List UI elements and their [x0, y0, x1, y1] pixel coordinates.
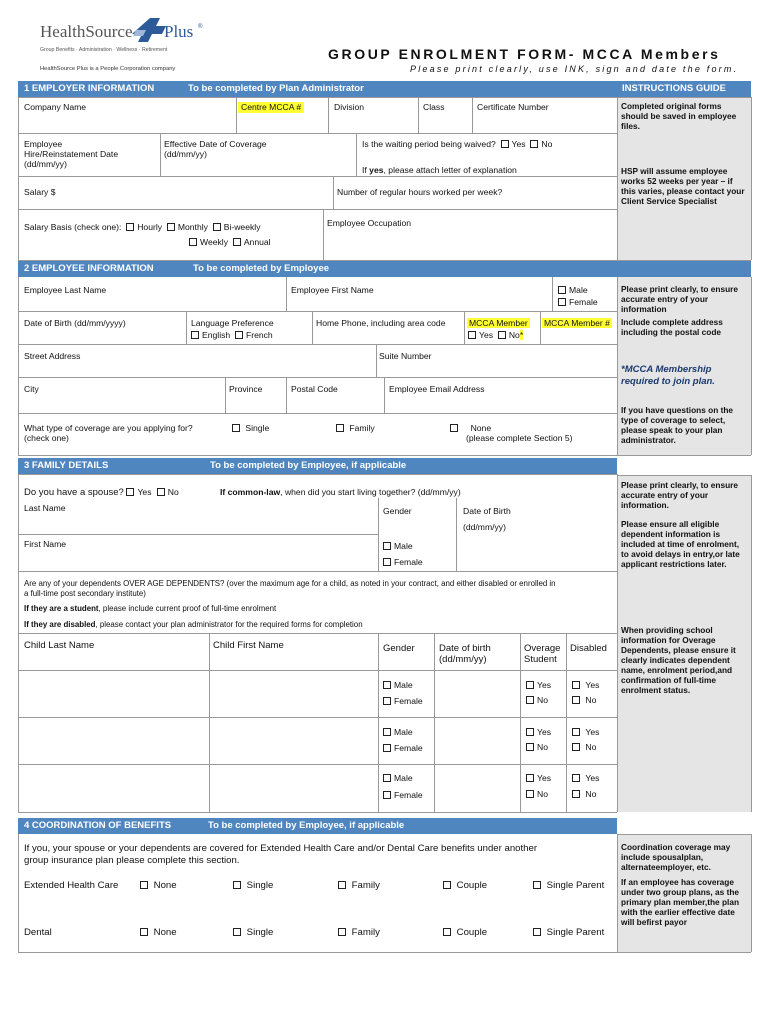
student-note: If they are a student, please include current proof of full-time enrolment — [24, 604, 277, 613]
child-2-female-checkbox[interactable] — [383, 744, 391, 752]
hire-date-label-2: Hire/Reinstatement Date — [24, 149, 119, 159]
coverage-single-checkbox[interactable] — [232, 424, 240, 432]
waiting-period-question: Is the waiting period being waived? Yes No — [362, 139, 553, 149]
section-2-header — [18, 261, 751, 277]
weekly-checkbox[interactable] — [189, 238, 197, 246]
waiting-note: If yes, please attach letter of explanation — [362, 165, 517, 175]
mcca-yes-checkbox[interactable] — [468, 331, 476, 339]
child-3-female: Female — [383, 790, 423, 800]
salary-basis-options-2: Weekly Annual — [189, 237, 271, 247]
dental-family-checkbox[interactable] — [338, 928, 346, 936]
spouse-female: Female — [383, 557, 423, 567]
dental-single: Single — [233, 927, 273, 939]
class-label: Class — [423, 102, 445, 112]
cob-intro-2: group insurance plan please complete this section. — [24, 855, 240, 866]
coverage-family: Family — [336, 423, 375, 433]
section-2-subtitle: To be completed by Employee — [193, 263, 330, 274]
child-2-disabled-no: No — [572, 742, 596, 752]
province-label: Province — [229, 384, 263, 394]
spouse-last-name-label: Last Name — [24, 503, 66, 513]
child-last-name-header: Child Last Name — [24, 640, 95, 651]
coverage-family-checkbox[interactable] — [336, 424, 344, 432]
child-2-disabled-yes-checkbox[interactable] — [572, 728, 580, 736]
english-checkbox[interactable] — [191, 331, 199, 339]
child-2-disabled-no-checkbox[interactable] — [572, 743, 580, 751]
section-1-header — [18, 81, 617, 97]
section-4-subtitle: To be completed by Employee, if applicable — [208, 820, 405, 831]
french-checkbox[interactable] — [235, 331, 243, 339]
male-option: Male — [558, 285, 588, 295]
coverage-none-checkbox[interactable] — [450, 424, 458, 432]
section-3-header — [18, 458, 617, 474]
mcca-no-checkbox[interactable] — [498, 331, 506, 339]
child-student-header: Student — [524, 654, 557, 665]
ehc-none: None — [140, 880, 177, 892]
logo-wordmark-right: Plus — [164, 22, 194, 41]
dental-none: None — [140, 927, 177, 939]
spouse-male-checkbox[interactable] — [383, 542, 391, 550]
logo-wordmark-left: HealthSource — [40, 22, 133, 41]
instruction-3: Please print clearly, to ensure accurate entry of your information — [621, 284, 738, 314]
mcca-star: * — [519, 330, 524, 340]
salary-basis-options: Salary Basis (check one): Hourly Monthly Bi-weekly — [24, 222, 261, 232]
ehc-label: Extended Health Care — [24, 880, 119, 891]
dental-none-checkbox[interactable] — [140, 928, 148, 936]
waiting-yes-checkbox[interactable] — [501, 140, 509, 148]
instruction-6: If you have questions on the type of coverage to select, please speak to your plan administrator. — [621, 405, 734, 445]
spouse-first-name-label: First Name — [24, 539, 67, 549]
logo-tagline: Group Benefits · Administration · Wellness · Retirement — [40, 47, 168, 53]
section-2-title: 2 EMPLOYEE INFORMATION — [24, 263, 154, 274]
employee-last-name-label: Employee Last Name — [24, 285, 107, 295]
dental-single-parent-checkbox[interactable] — [533, 928, 541, 936]
street-label: Street Address — [24, 351, 81, 361]
language-options: English French — [191, 330, 273, 340]
ehc-couple-checkbox[interactable] — [443, 881, 451, 889]
child-1-female: Female — [383, 696, 423, 706]
instruction-10: Coordination coverage may include spousalplan, alternateemployer, etc. — [621, 842, 731, 872]
spouse-question: Do you have a spouse? Yes No — [24, 487, 179, 498]
suite-label: Suite Number — [379, 351, 432, 361]
ehc-single-parent-checkbox[interactable] — [533, 881, 541, 889]
company-name-label: Company Name — [24, 102, 87, 112]
instruction-2: HSP will assume employee works 52 weeks per year – if this varies, please contact your Client Service Specialist — [621, 166, 745, 206]
spouse-male: Male — [383, 541, 413, 551]
child-2-disabled-yes: Yes — [572, 727, 599, 737]
coverage-none: None — [450, 423, 491, 433]
common-law-question: If common-law, when did you start living together? (dd/mm/yy) — [220, 487, 461, 497]
spouse-female-checkbox[interactable] — [383, 558, 391, 566]
overage-question-2: a full-time post secondary institute) — [24, 589, 146, 598]
disabled-note: If they are disabled, please contact your plan administrator for the required forms for completion — [24, 620, 363, 629]
division-label: Division — [334, 102, 365, 112]
company-note: HealthSource Plus is a People Corporation company — [40, 66, 176, 72]
child-1-disabled-no-checkbox[interactable] — [572, 696, 580, 704]
spouse-yes-checkbox[interactable] — [126, 488, 134, 496]
logo — [40, 18, 210, 56]
postal-label: Postal Code — [291, 384, 338, 394]
child-1-overage-yes: Yes — [526, 680, 551, 690]
dental-couple-checkbox[interactable] — [443, 928, 451, 936]
mcca-member-label: MCCA Member — [469, 318, 528, 328]
ehc-family: Family — [338, 880, 380, 892]
instruction-7: Please print clearly, to ensure accurate entry of your information. — [621, 480, 738, 510]
child-3-overage-no: No — [526, 789, 548, 799]
child-3-disabled-yes: Yes — [572, 773, 599, 783]
section-1-subtitle: To be completed by Plan Administrator — [188, 83, 364, 94]
female-option: Female — [558, 297, 598, 307]
child-1-overage-yes-checkbox[interactable] — [526, 681, 534, 689]
child-3-overage-yes: Yes — [526, 773, 551, 783]
child-3-female-checkbox[interactable] — [383, 791, 391, 799]
dental-couple: Couple — [443, 927, 487, 939]
cob-intro: If you, your spouse or your dependents are covered for Extended Health Care and/or Dental Care benefits under another — [24, 843, 538, 854]
instruction-5: *MCCA Membership required to join plan. — [621, 364, 715, 387]
dental-single-checkbox[interactable] — [233, 928, 241, 936]
child-dob-header: Date of birth — [439, 643, 491, 654]
waiting-no-checkbox[interactable] — [530, 140, 538, 148]
mcca-member-options: Yes No* — [468, 330, 523, 340]
coverage-single: Single — [232, 423, 269, 433]
logo-registered-mark: ® — [198, 24, 203, 30]
child-gender-header: Gender — [383, 643, 415, 654]
form-title: GROUP ENROLMENT FORM- MCCA Members — [328, 46, 721, 62]
dental-family: Family — [338, 927, 380, 939]
ehc-none-checkbox[interactable] — [140, 881, 148, 889]
language-label: Language Preference — [191, 318, 274, 328]
salary-label: Salary $ — [24, 187, 56, 197]
section-4-title: 4 COORDINATION OF BENEFITS — [24, 820, 172, 831]
overage-question: Are any of your dependents OVER AGE DEPENDENTS? (over the maximum age for a child, as noted in your contract, and either disabled or enrolled in — [24, 579, 556, 588]
child-2-overage-yes-checkbox[interactable] — [526, 728, 534, 736]
logo-cross-icon — [132, 16, 166, 46]
instructions-header — [617, 81, 751, 97]
monthly-checkbox[interactable] — [167, 223, 175, 231]
coverage-none-note: (please complete Section 5) — [466, 433, 573, 443]
child-3-overage-yes-checkbox[interactable] — [526, 774, 534, 782]
section-3-subtitle: To be completed by Employee, if applicable — [210, 460, 407, 471]
email-label: Employee Email Address — [389, 384, 485, 394]
instruction-8: Please ensure all eligible dependent information is included at time of enrolment, to avoid delays in entry,or late applicant restrictions later. — [621, 519, 740, 569]
child-first-name-header: Child First Name — [213, 640, 284, 651]
child-disabled-header: Disabled — [570, 643, 607, 654]
child-2-overage-no: No — [526, 742, 548, 752]
child-overage-header: Overage — [524, 643, 561, 654]
occupation-label: Employee Occupation — [327, 218, 412, 228]
dob-label: Date of Birth (dd/mm/yyyy) — [24, 318, 126, 328]
child-3-disabled-no: No — [572, 789, 596, 799]
instruction-4: Include complete address including the postal code — [621, 317, 723, 337]
biweekly-checkbox[interactable] — [213, 223, 221, 231]
certificate-label: Certificate Number — [477, 102, 549, 112]
child-2-overage-yes: Yes — [526, 727, 551, 737]
ehc-couple: Couple — [443, 880, 487, 892]
instructions-title: INSTRUCTIONS GUIDE — [622, 83, 726, 94]
hire-date-format: (dd/mm/yy) — [24, 159, 67, 169]
spouse-dob-label: Date of Birth — [463, 506, 511, 516]
child-1-disabled-yes-checkbox[interactable] — [572, 681, 580, 689]
hours-label: Number of regular hours worked per week? — [337, 187, 503, 197]
employee-first-name-label: Employee First Name — [291, 285, 374, 295]
ehc-single-checkbox[interactable] — [233, 881, 241, 889]
mcca-member-number-label: MCCA Member # — [544, 318, 610, 328]
employee-female-checkbox[interactable] — [558, 298, 566, 306]
child-3-disabled-no-checkbox[interactable] — [572, 790, 580, 798]
spouse-no-checkbox[interactable] — [157, 488, 165, 496]
spouse-dob-format: (dd/mm/yy) — [463, 522, 506, 532]
child-3-male-checkbox[interactable] — [383, 774, 391, 782]
child-3-disabled-yes-checkbox[interactable] — [572, 774, 580, 782]
child-2-male-checkbox[interactable] — [383, 728, 391, 736]
child-1-overage-no-checkbox[interactable] — [526, 696, 534, 704]
form-subtitle: Please print clearly, use INK, sign and date the form. — [410, 64, 739, 74]
ehc-single-parent: Single Parent — [533, 880, 604, 892]
child-dob-format: (dd/mm/yy) — [439, 654, 487, 665]
annual-checkbox[interactable] — [233, 238, 241, 246]
child-1-disabled-no: No — [572, 695, 596, 705]
spouse-gender-label: Gender — [383, 506, 412, 516]
employee-male-checkbox[interactable] — [558, 286, 566, 294]
child-2-female: Female — [383, 743, 423, 753]
section-1-title: 1 EMPLOYER INFORMATION — [24, 83, 155, 94]
home-phone-label: Home Phone, including area code — [316, 318, 446, 328]
child-3-overage-no-checkbox[interactable] — [526, 790, 534, 798]
dental-single-parent: Single Parent — [533, 927, 604, 939]
coverage-question: What type of coverage are you applying for? — [24, 423, 193, 433]
ehc-single: Single — [233, 880, 273, 892]
child-1-male-checkbox[interactable] — [383, 681, 391, 689]
instruction-9: When providing school information for Overage Dependents, please ensure it clearly indicates dependent name, enrolment period,and confirmation of full-time enrolment status. — [621, 625, 736, 695]
section-3-title: 3 FAMILY DETAILS — [24, 460, 109, 471]
effective-date-format: (dd/mm/yy) — [164, 149, 207, 159]
hourly-checkbox[interactable] — [126, 223, 134, 231]
child-1-female-checkbox[interactable] — [383, 697, 391, 705]
city-label: City — [24, 384, 39, 394]
hire-date-label: Employee — [24, 139, 63, 149]
child-3-male: Male — [383, 773, 413, 783]
instruction-1: Completed original forms should be saved in employee files. — [621, 101, 737, 131]
child-2-male: Male — [383, 727, 413, 737]
child-2-overage-no-checkbox[interactable] — [526, 743, 534, 751]
coverage-check-one: (check one) — [24, 433, 69, 443]
child-1-male: Male — [383, 680, 413, 690]
child-1-overage-no: No — [526, 695, 548, 705]
dental-label: Dental — [24, 927, 52, 938]
section-4-header — [18, 818, 617, 834]
ehc-family-checkbox[interactable] — [338, 881, 346, 889]
centre-mcca-label: Centre MCCA # — [238, 102, 304, 113]
child-1-disabled-yes: Yes — [572, 680, 599, 690]
effective-date-label: Effective Date of Coverage — [164, 139, 267, 149]
instruction-11: If an employee has coverage under two group plans, as the primary plan member,the plan with the earlier effective date will befirst payor — [621, 877, 740, 927]
